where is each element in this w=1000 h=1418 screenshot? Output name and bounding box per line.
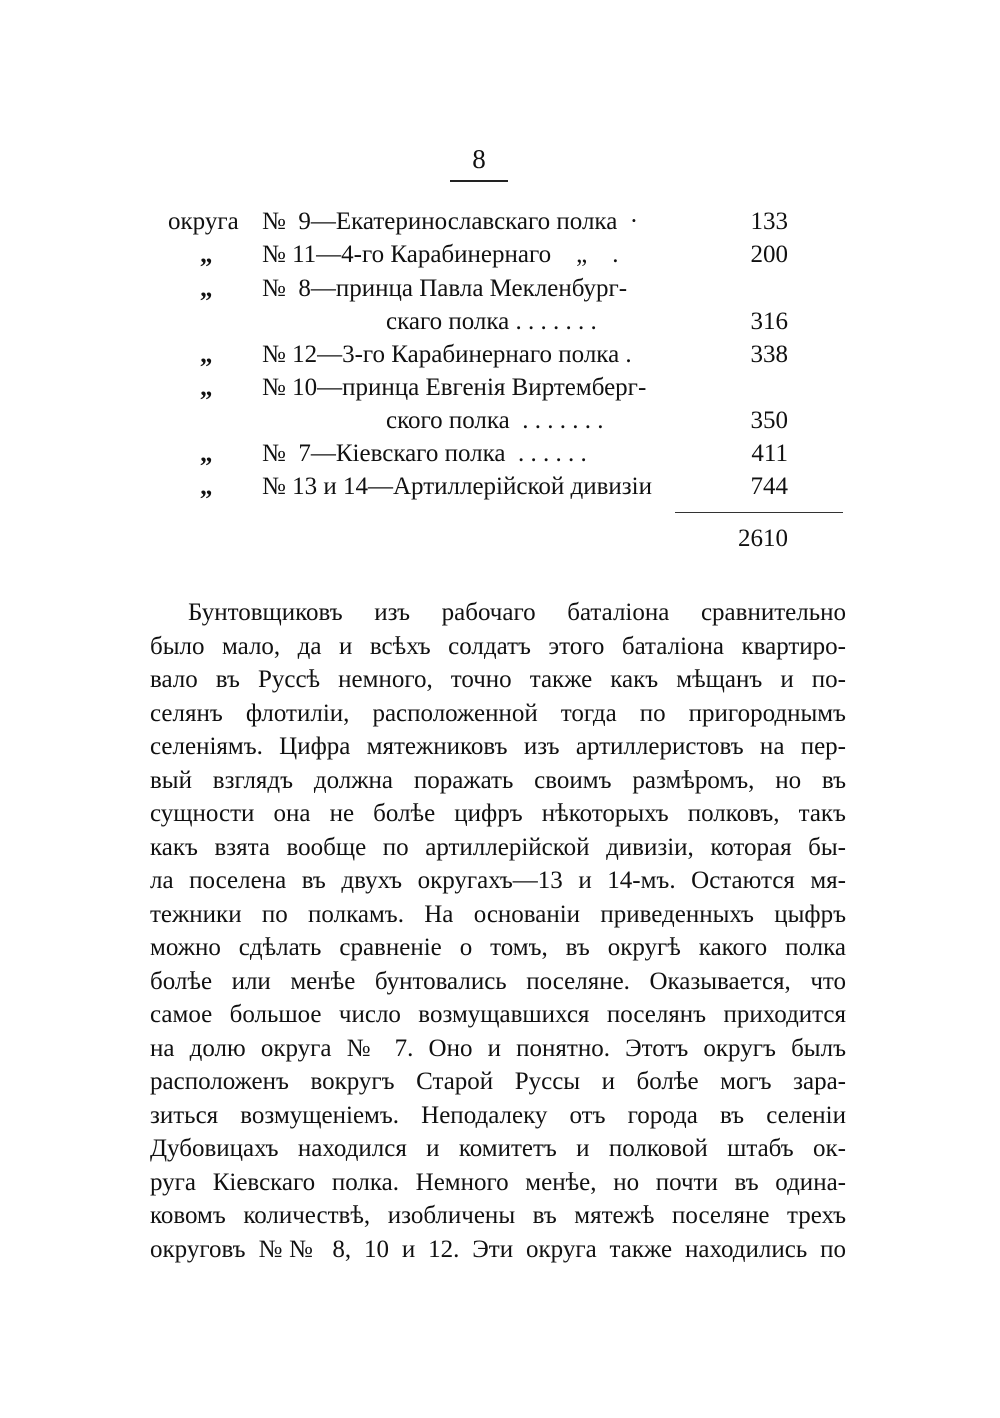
page-number: 8 (472, 144, 486, 174)
paragraph-line: болѣе или менѣе бунтовались поселяне. Оказывается, что (150, 967, 846, 995)
paragraph-line: самое большое число возмущавшихся поселянъ приходится (150, 1001, 846, 1028)
row-value: 744 (750, 473, 788, 500)
paragraph-line: ла поселена въ двухъ округахъ—13 и 14-мъ. Остаются мя- (150, 867, 846, 894)
ditto-mark: „ (200, 341, 213, 368)
ditto-mark: „ (200, 241, 213, 268)
paragraph-line: зиться возмущеніемъ. Неподалеку отъ города въ селеніи (150, 1101, 846, 1129)
paragraph-line: округовъ №№ 8, 10 и 12. Эти округа также находились по (150, 1235, 846, 1263)
row-label: № 12—3-го Карабинернаго полка . (262, 341, 632, 368)
row-label: № 11—4-го Карабинернаго „ . (262, 241, 619, 268)
row-value: 200 (750, 241, 788, 268)
row-label: № 8—принца Павла Мекленбург- (262, 275, 628, 302)
row-label: № 9—Екатеринославскаго полка · (262, 208, 639, 235)
ditto-mark: „ (200, 473, 213, 500)
row-value: 411 (751, 440, 788, 467)
row-label-continuation: скаго полка . . . . . . . (386, 308, 597, 335)
paragraph-line: ковомъ количествѣ, изобличены въ мятежѣ поселяне трехъ (150, 1202, 846, 1229)
row-label-continuation: ского полка . . . . . . . (386, 407, 604, 434)
paragraph-line: тежники по полкамъ. На основаніи приведенныхъ цыфръ (150, 900, 846, 928)
sum-rule (675, 512, 843, 513)
ditto-mark: „ (200, 275, 213, 302)
row-label: № 13 и 14—Артиллерійской дивизіи (262, 473, 652, 500)
row-value: 133 (750, 208, 788, 235)
row-label: № 7—Кіевскаго полка . . . . . . (262, 440, 587, 467)
table-total: 2610 (738, 525, 788, 552)
row-prefix: округа (168, 208, 239, 235)
paragraph-line: селеніямъ. Цифра мятежниковъ изъ артиллеристовъ на пер- (150, 733, 846, 760)
body-paragraph (150, 596, 846, 1266)
page-number-underline (450, 180, 508, 182)
paragraph-line: вало въ Руссѣ немного, точно также какъ мѣщанъ и по- (150, 666, 846, 693)
ditto-mark: „ (200, 374, 213, 401)
paragraph-line: Бунтовщиковъ изъ рабочаго баталіона сравнительно (188, 599, 846, 626)
paragraph-line: какъ взята вообще по артиллерійской дивизіи, которая бы- (150, 833, 846, 861)
row-value: 338 (750, 341, 788, 368)
paragraph-line: можно сдѣлать сравненіе о томъ, въ округѣ какого полка (150, 934, 846, 961)
paragraph-line: на долю округа № 7. Оно и понятно. Этотъ округъ былъ (150, 1034, 846, 1062)
paragraph-line: было мало, да и всѣхъ солдатъ этого баталіона квартиро- (150, 632, 846, 660)
paragraph-line: вый взглядъ должна поражать своимъ размѣромъ, но въ (150, 766, 846, 794)
row-label: № 10—принца Евгенія Виртемберг- (262, 374, 647, 401)
paragraph-line: сущности она не болѣе цифръ нѣкоторыхъ полковъ, такъ (150, 800, 846, 827)
paragraph-line: руга Кіевскаго полка. Немного менѣе, но почти въ одина- (150, 1168, 846, 1196)
paragraph-line: селянъ флотиліи, расположенной тогда по пригороднымъ (150, 699, 846, 727)
row-value: 316 (750, 308, 788, 335)
paragraph-line: Дубовицахъ находился и комитетъ и полковой штабъ ок- (150, 1135, 846, 1162)
ditto-mark: „ (200, 440, 213, 467)
paragraph-line: расположенъ вокругъ Старой Руссы и болѣе могъ зара- (150, 1068, 846, 1095)
row-value: 350 (750, 407, 788, 434)
